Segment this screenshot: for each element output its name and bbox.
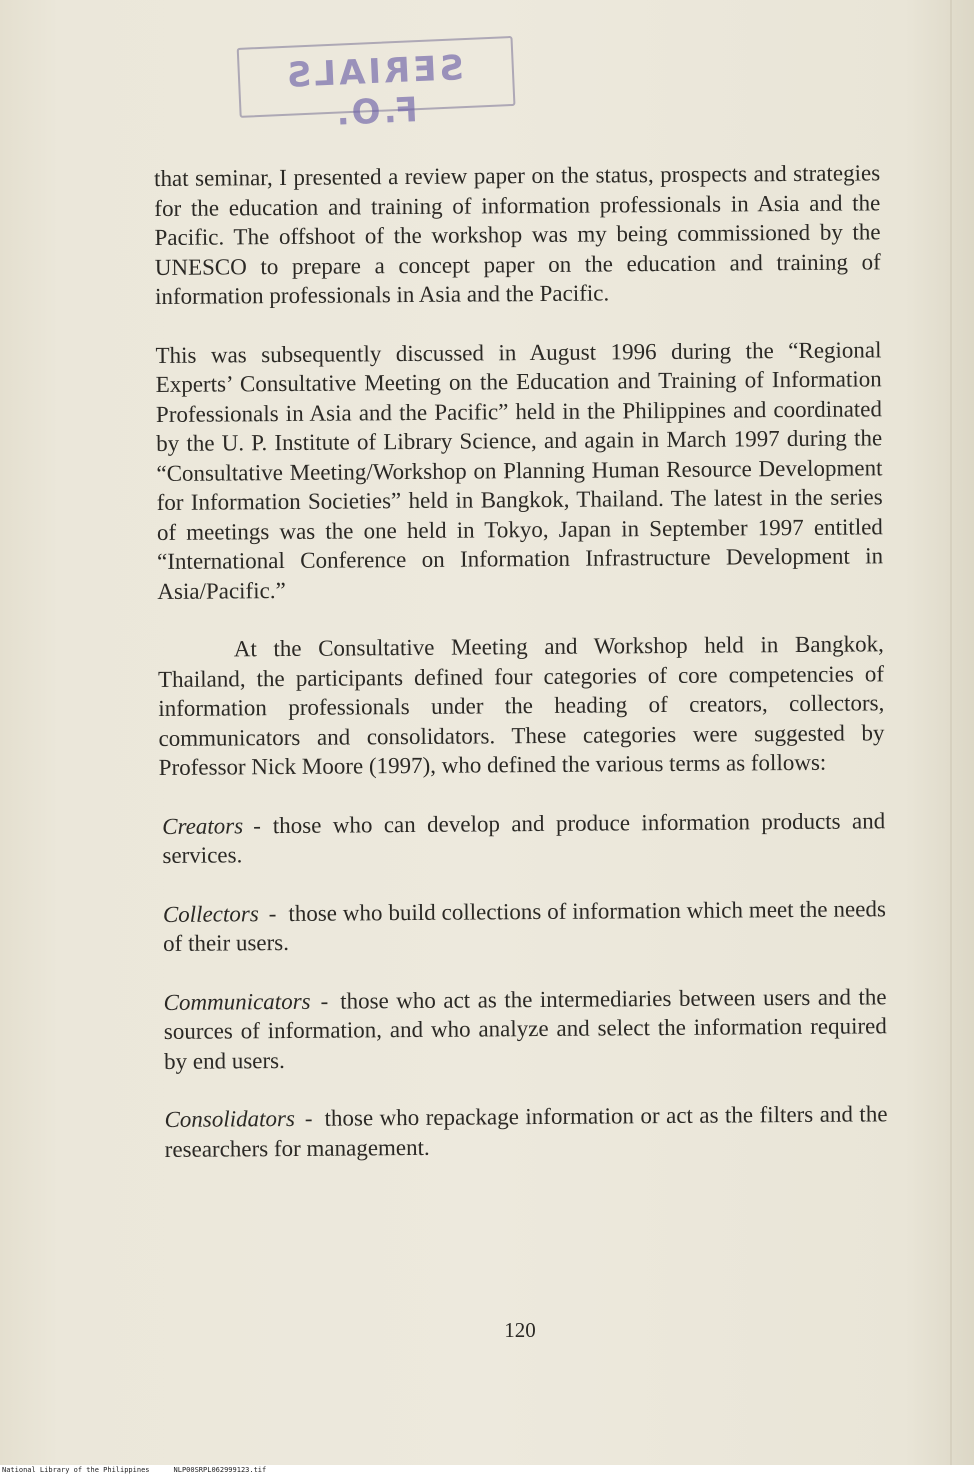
paragraph-meetings: This was subsequently discussed in August 1996 during the “Regional Experts’ Consultative Meeting on the Education and Training of Information Professionals in Asia and the Pacific” held in the Philippines and coordinated by the U. P. Institute of Library Science, and again in March 1997 during the “Consultative Meeting/Workshop on Planning Human Resource Development for Information Societies” held in Bangkok, Thailand. The latest in the series of meetings was the one held in Tokyo, Japan in September 1997 entitled “International Conference on Information Infrastructure Development in Asia/Pacific.” bbox=[155, 336, 884, 604]
definition-collectors bbox=[163, 894, 886, 959]
definition-term: Consolidators bbox=[164, 1105, 295, 1132]
serials-stamp bbox=[237, 36, 512, 134]
scan-footer bbox=[0, 1465, 974, 1475]
definition-separator: - bbox=[304, 1105, 313, 1131]
definition-term: Collectors bbox=[162, 900, 259, 927]
body-text bbox=[154, 158, 888, 1193]
definition-term: Creators bbox=[162, 812, 244, 839]
definition-text: those who act as the intermediaries between users and the sources of information, and who analyze and select the information required by end users. bbox=[163, 983, 887, 1074]
definition-separator: - bbox=[268, 900, 277, 926]
page-edge-shadow bbox=[950, 0, 952, 1465]
definition-term: Communicators bbox=[163, 988, 311, 1015]
footer-filename: NLP00SRPL062999123.tif bbox=[173, 1466, 267, 1474]
stamp-text: SERIALS F.O. bbox=[283, 48, 465, 134]
definition-text: those who build collections of information which meet the needs of their users. bbox=[163, 895, 886, 956]
definition-creators bbox=[162, 806, 885, 871]
footer-library: National Library of the Philippines bbox=[2, 1466, 150, 1474]
definition-communicators bbox=[163, 982, 887, 1076]
page-number: 120 bbox=[504, 1318, 536, 1342]
paragraph-bangkok: At the Consultative Meeting and Workshop held in Bangkok, Thailand, the participants defined four categories of core competencies of information professionals under the heading of creators, collectors, communicators and consolidators. These categories were suggested by Professor Nick Moore (1997), who defined the various terms as follows: bbox=[157, 631, 885, 780]
definition-separator: - bbox=[253, 812, 261, 838]
definition-separator: - bbox=[320, 988, 329, 1014]
paragraph-seminar: that seminar, I presented a review paper on the status, prospects and strategies for the education and training of information professionals in Asia and the Pacific. The offshoot of the workshop was my being commissioned by the UNESCO to prepare a concept paper on the education and training of information professionals in Asia and the Pacific. bbox=[154, 160, 881, 309]
definition-text: those who repackage information or act as the filters and the researchers for management. bbox=[164, 1101, 888, 1162]
definition-text: those who can develop and produce information products and services. bbox=[162, 807, 886, 868]
definition-consolidators bbox=[164, 1099, 887, 1164]
